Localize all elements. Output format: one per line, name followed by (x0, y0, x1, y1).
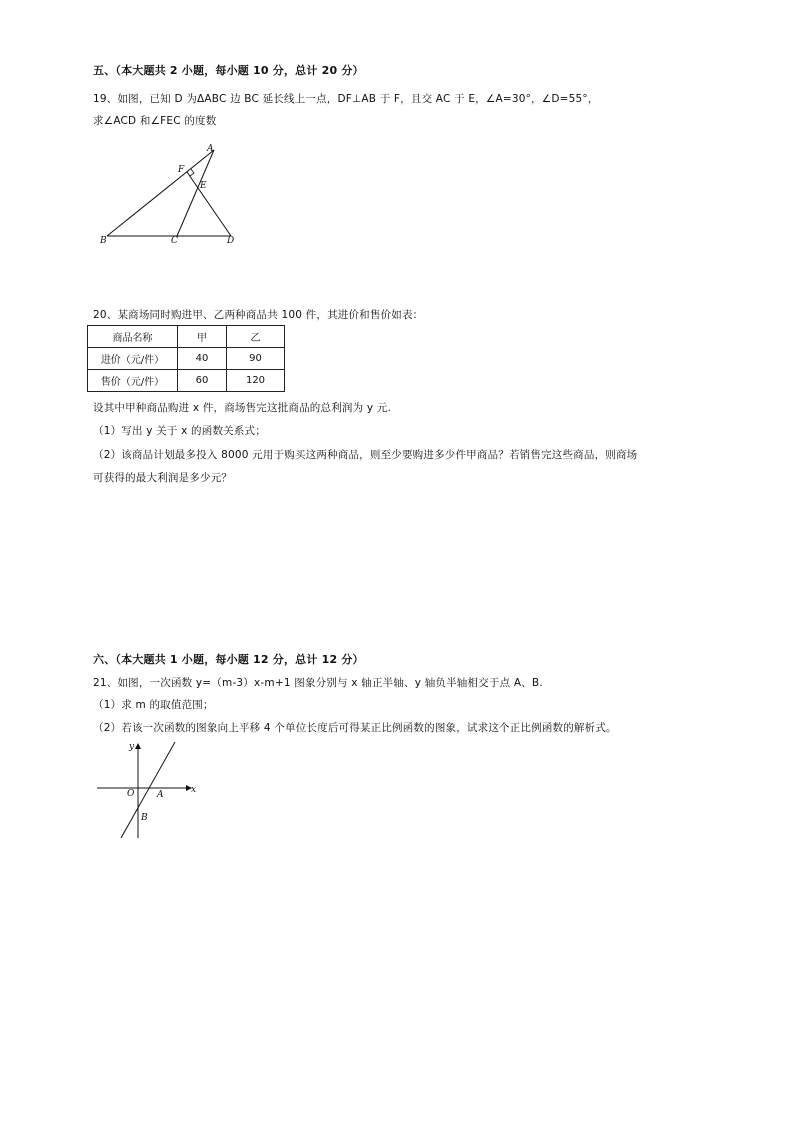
label-B: B (141, 813, 148, 823)
table-header-row (88, 326, 285, 348)
table-cell: 售价（元/件） (88, 370, 178, 392)
section-5-heading: 五、（本大题共 2 小题，每小题 10 分，总计 20 分） (93, 64, 364, 77)
label-C: C (171, 236, 178, 246)
label-D: D (227, 236, 235, 246)
table-cell: 进价（元/件） (88, 348, 178, 370)
label-A: A (207, 144, 214, 154)
label-E: E (200, 181, 207, 191)
segment-FD (187, 172, 231, 236)
q21-coordinate-figure (95, 740, 205, 840)
section-6-heading: 六、（本大题共 1 小题，每小题 12 分，总计 12 分） (93, 653, 364, 666)
right-angle-mark (190, 169, 194, 176)
table-header-cell: 乙 (227, 326, 285, 348)
table-row (88, 370, 285, 392)
q20-intro: 20、某商场同时购进甲、乙两种商品共 100 件，其进价和售价如表： (93, 309, 424, 321)
q19-triangle-figure (95, 140, 245, 250)
table-cell: 40 (178, 348, 227, 370)
table-header-cell: 商品名称 (88, 326, 178, 348)
q19-text-line2: 求∠ACD 和∠FEC 的度数 (93, 115, 217, 127)
label-y: y (129, 742, 135, 752)
price-table (87, 325, 285, 392)
q21-text-line1: 21、如图，一次函数 y=（m-3）x-m+1 图象分别与 x 轴正半轴、y 轴负半轴相交于点 A、B. (93, 677, 543, 689)
label-A: A (157, 790, 164, 800)
q20-part2-line2: 可获得的最大利润是多少元？ (93, 472, 233, 484)
q21-part2: （2）若该一次函数的图象向上平移 4 个单位长度后可得某正比例函数的图象，试求这个正比例函数的解析式。 (93, 722, 617, 734)
table-header-cell: 甲 (178, 326, 227, 348)
q19-text-line1: 19、如图，已知 D 为ΔABC 边 BC 延长线上一点，DF⊥AB 于 F，且交 AC 于 E，∠A=30°，∠D=55°， (93, 93, 599, 105)
q20-part2-line1: （2）该商品计划最多投入 8000 元用于购买这两种商品，则至少要购进多少件甲商品？若销售完这些商品，则商场 (93, 449, 638, 461)
q20-part1: （1）写出 y 关于 x 的函数关系式； (93, 425, 266, 437)
table-cell: 90 (227, 348, 285, 370)
table-cell: 120 (227, 370, 285, 392)
segment-AC (177, 150, 214, 236)
label-O: O (127, 789, 135, 799)
segment-BA (107, 150, 214, 236)
label-x: x (191, 785, 197, 795)
label-B: B (100, 236, 107, 246)
table-row (88, 348, 285, 370)
q20-setup: 设其中甲种商品购进 x 件，商场售完这批商品的总利润为 y 元. (93, 402, 392, 414)
q21-part1: （1）求 m 的取值范围； (93, 699, 214, 711)
label-F: F (178, 165, 185, 175)
table-cell: 60 (178, 370, 227, 392)
